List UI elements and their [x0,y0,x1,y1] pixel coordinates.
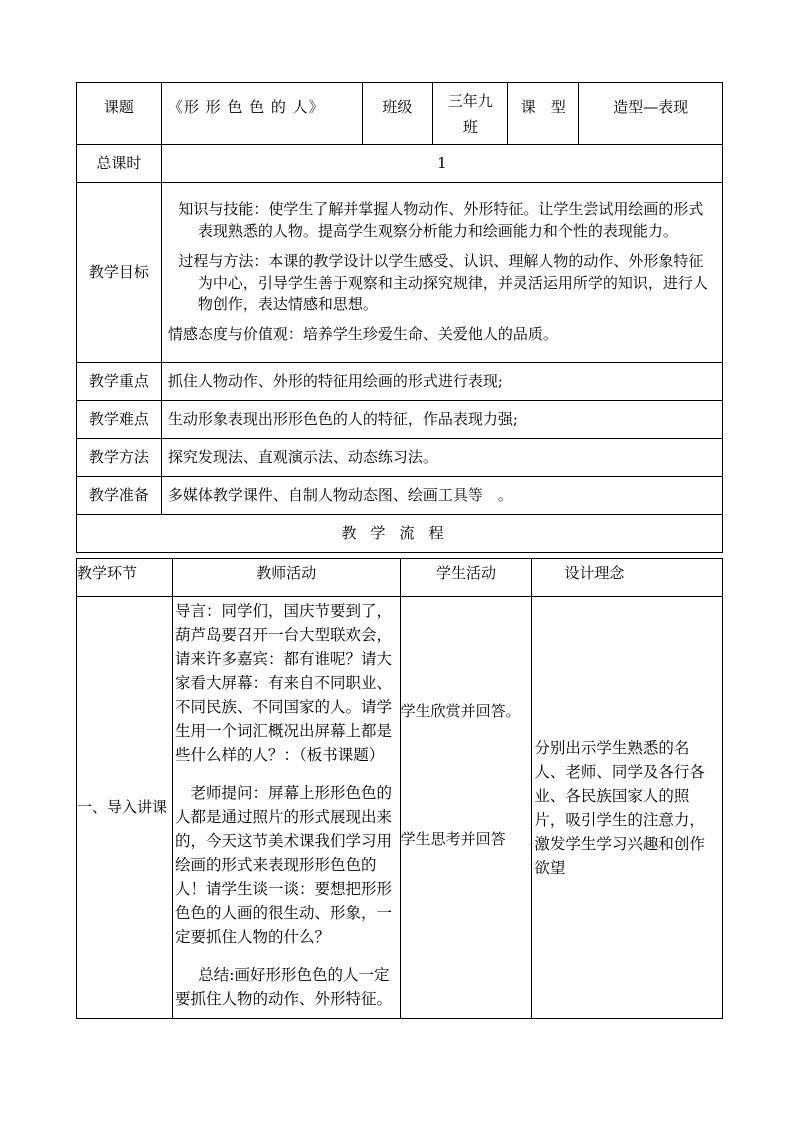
difficulty-row [77,401,723,439]
stage1-row [77,597,723,1019]
key-point-label: 教学重点 [77,363,162,401]
lesson-info-table [76,82,723,553]
col-stage-header: 教学环节 [77,559,173,597]
stage1-student-answer: 学生欣赏并回答。 [400,702,521,720]
col-student-header: 学生活动 [400,559,532,597]
type-label: 课 型 [508,83,579,145]
prep-value: 多媒体教学课件、自制人物动态图、绘画工具等 。 [161,477,722,515]
course-label: 课题 [77,83,162,145]
key-point-row [77,363,723,401]
total-value: 1 [161,145,722,183]
stage1-student-think: 学生思考并回答 [400,830,506,848]
stage1-teacher [172,597,400,1019]
goals-process: 过程与方法：本课的教学设计以学生感受、认识、理解人物的动作、外形象特征为中心，引导学生善于观察和主动探究规律，并灵活运用所学的知识，进行人物创作，表达情感和思想。 [178,251,708,314]
class-value: 三年九班 [433,83,508,145]
flow-header-row [77,559,723,597]
method-value: 探究发现法、直观演示法、动态练习法。 [161,439,722,477]
method-row [77,439,723,477]
key-point-value: 抓住人物动作、外形的特征用绘画的形式进行表现; [161,363,722,401]
difficulty-label: 教学难点 [77,401,162,439]
stage1-teacher-intro: 导言：同学们，国庆节要到了，葫芦岛要召开一台大型联欢会，请来许多嘉宾：都有谁呢？请大家看大屏幕：有来自不同职业、不同民族、不同国家的人。请学生用一个词汇概况出屏幕上都是些什么样的人？：（板书课题） [174,602,392,764]
prep-label: 教学准备 [77,477,162,515]
goals-knowledge: 知识与技能：使学生了解并掌握人物动作、外形特征。让学生尝试用绘画的形式表现熟悉的人物。提高学生观察分析能力和绘画能力和个性的表现能力。 [178,200,704,240]
goals-label: 教学目标 [77,183,162,363]
goals-cell [161,183,722,363]
goals-emotion: 情感态度与价值观：培养学生珍爱生命、关爱他人的品质。 [167,325,558,343]
stage1-student [400,597,532,1019]
class-label: 班级 [362,83,433,145]
goals-row [77,183,723,363]
total-row [77,145,723,183]
type-value: 造型—表现 [579,83,723,145]
stage1-design: 分别出示学生熟悉的名人、老师、同学及各行各业、各民族国家人的照片，吸引学生的注意力，激发学生学习兴趣和创作欲望 [532,597,723,1019]
total-label: 总课时 [77,145,162,183]
flow-title-row [77,515,723,553]
stage1-teacher-summary: 总结:画好形形色色的人一定要抓住人物的动作、外形特征。 [174,966,392,1008]
stage1-teacher-question: 老师提问：屏幕上形形色色的人都是通过照片的形式展现出来的，今天这节美术课我们学习用绘画的形式来表现形形色色的人！请学生谈一谈：要想把形形色色的人画的很生动、形象，一定要抓住人物的什么？ [174,784,392,946]
difficulty-value: 生动形象表现出形形色色的人的特征，作品表现力强; [161,401,722,439]
teaching-flow-table [76,558,723,1019]
method-label: 教学方法 [77,439,162,477]
stage1-stage: 一、导入讲课 [77,597,173,1019]
prep-row [77,477,723,515]
header-row [77,83,723,145]
col-teacher-header: 教师活动 [172,559,400,597]
flow-title: 教学流程 [77,515,723,553]
col-design-header: 设计理念 [532,559,723,597]
course-title: 《形 形 色 色 的 人》 [161,83,362,145]
